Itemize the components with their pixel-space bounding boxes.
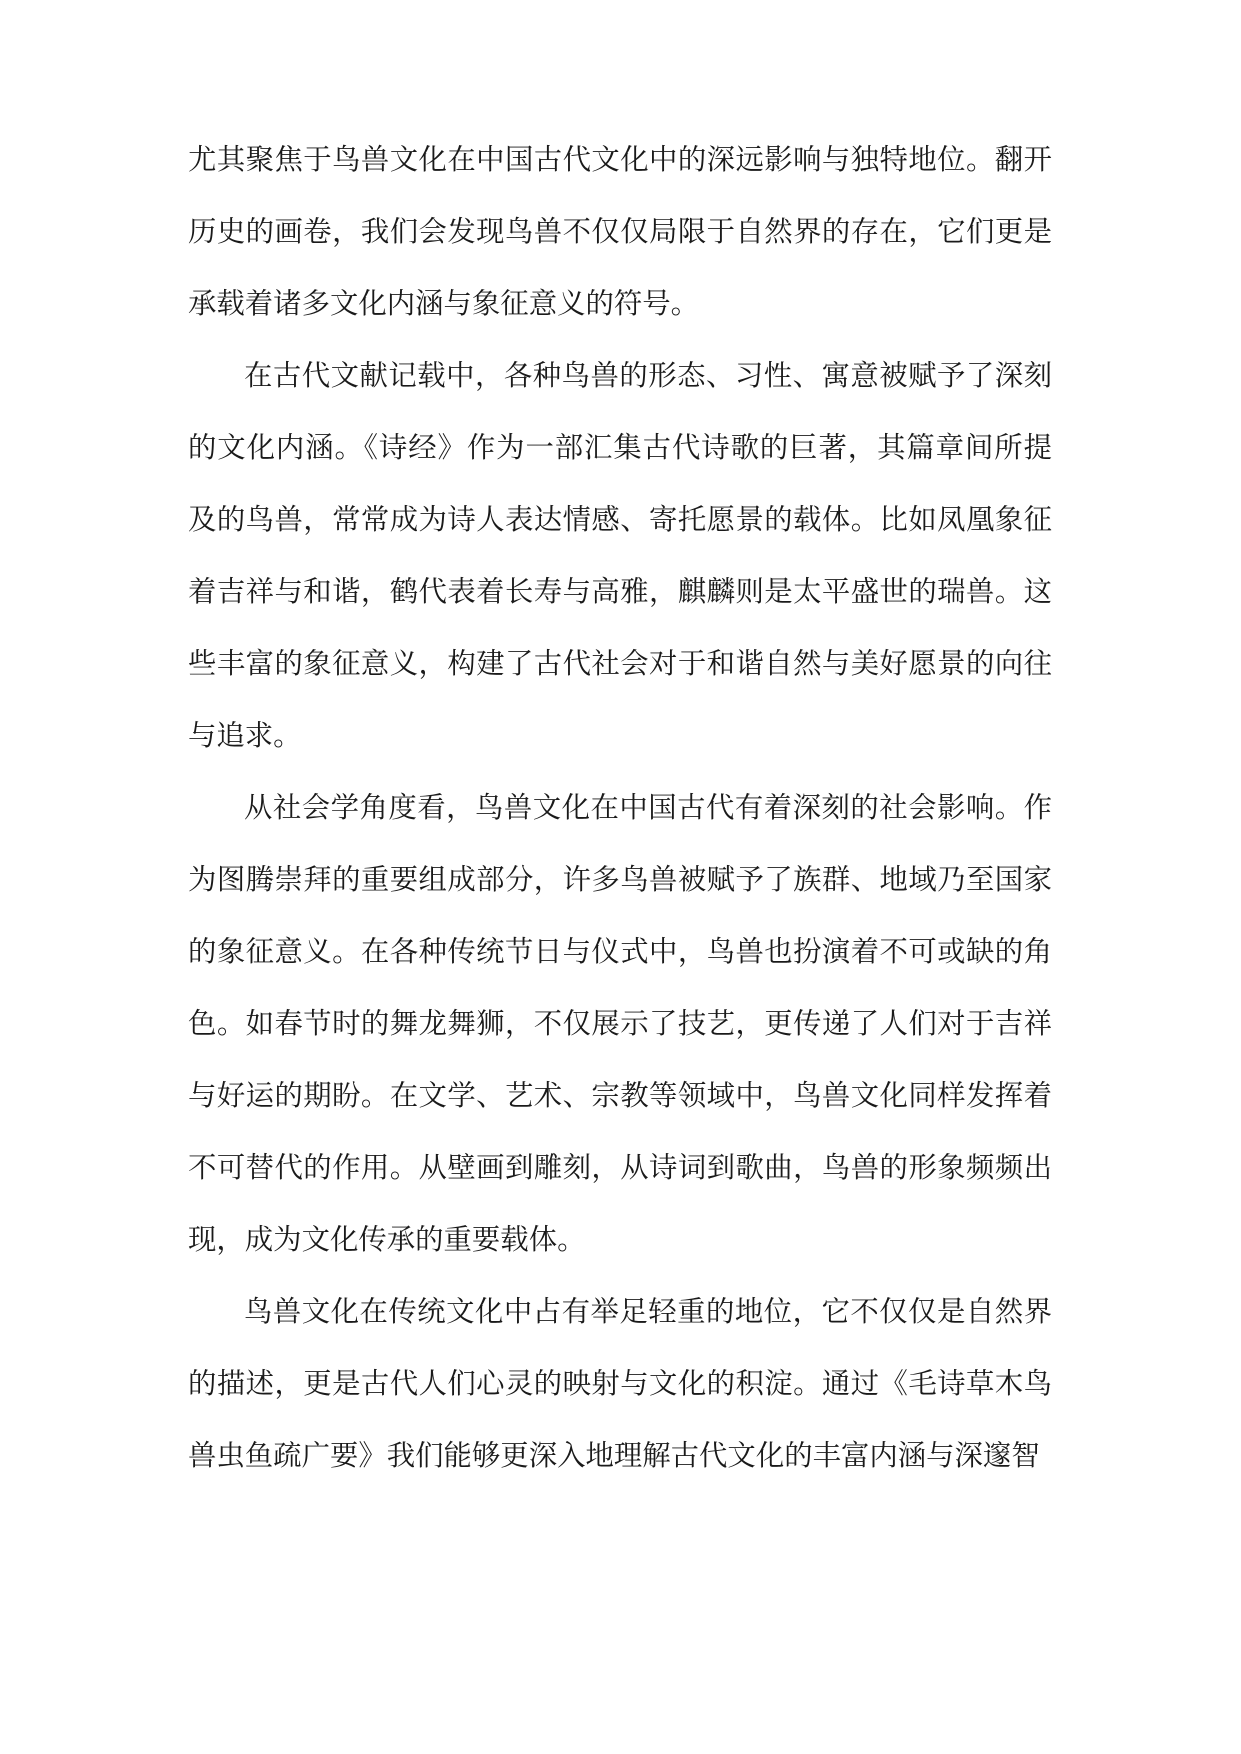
paragraph-ancient-literature: 在古代文献记载中，各种鸟兽的形态、习性、寓意被赋予了深刻的文化内涵。《诗经》作为一部汇集古代诗歌的巨著，其篇章间所提及的鸟兽，常常成为诗人表达情感、寄托愿景的载体。比如凤凰象征着吉祥与和谐，鹤代表着长寿与高雅，麒麟则是太平盛世的瑞兽。这些丰富的象征意义，构建了古代社会对于和谐自然与美好愿景的向往与追求。	[188, 359, 1052, 752]
paragraph-sociology: 从社会学角度看，鸟兽文化在中国古代有着深刻的社会影响。作为图腾崇拜的重要组成部分，许多鸟兽被赋予了族群、地域乃至国家的象征意义。在各种传统节日与仪式中，鸟兽也扮演着不可或缺的角色。如春节时的舞龙舞狮，不仅展示了技艺，更传递了人们对于吉祥与好运的期盼。在文学、艺术、宗教等领域中，鸟兽文化同样发挥着不可替代的作用。从壁画到雕刻，从诗词到歌曲，鸟兽的形象频频出现，成为文化传承的重要载体。	[188, 791, 1052, 1256]
paragraph-continued: 尤其聚焦于鸟兽文化在中国古代文化中的深远影响与独特地位。翻开历史的画卷，我们会发现鸟兽不仅仅局限于自然界的存在，它们更是承载着诸多文化内涵与象征意义的符号。	[188, 143, 1052, 320]
document-body	[188, 124, 1052, 1492]
paragraph-conclusion: 鸟兽文化在传统文化中占有举足轻重的地位，它不仅仅是自然界的描述，更是古代人们心灵的映射与文化的积淀。通过《毛诗草木鸟兽虫鱼疏广要》我们能够更深入地理解古代文化的丰富内涵与深邃智	[188, 1295, 1052, 1472]
